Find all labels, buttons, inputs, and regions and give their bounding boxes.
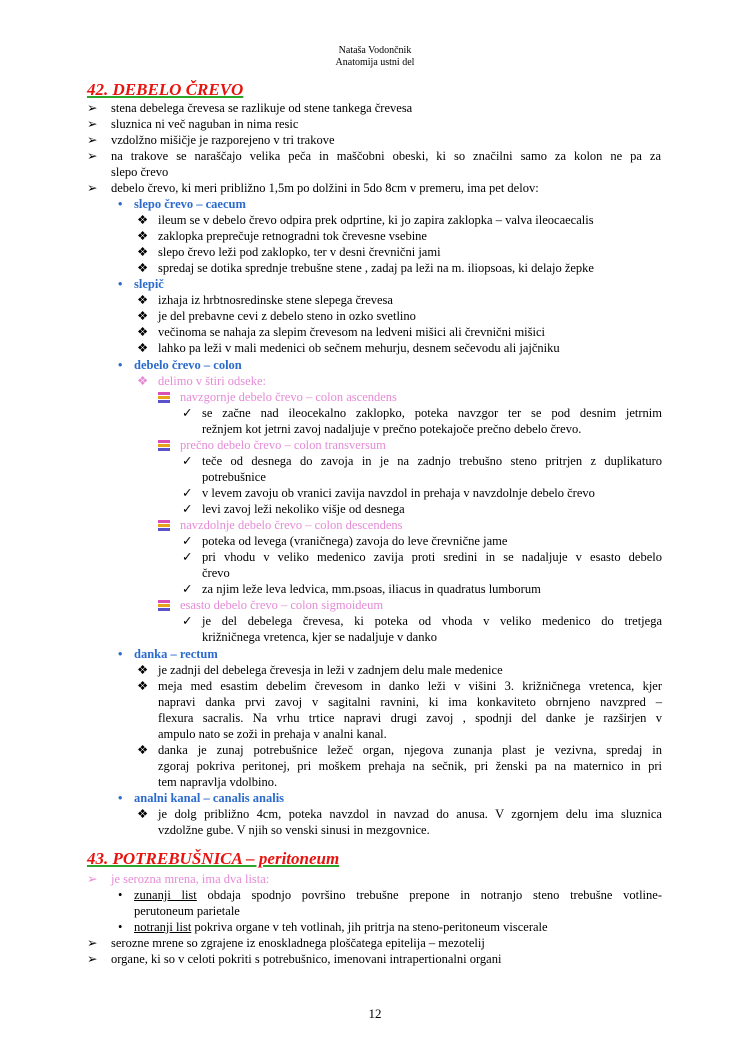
list-item: organe, ki so v celoti pokriti s potrebušnico, imenovani intrapertionalni organi [111,952,502,966]
list-item: levi zavoj leži nekoliko višje od desnega [202,502,405,516]
dot-bullet-icon: • [118,920,123,934]
list-item-cont: zgoraj pokriva peritonej, pri moškem prehaja na sečnik, pri ženski pa na maternico in pri [158,759,662,773]
diamond-bullet-icon: ❖ [137,229,149,243]
arrow-bullet-icon: ➢ [87,952,98,966]
list-item-cont: režnjem kot jetrni zavoj nadaljuje v prečno potekajoče prečno debelo črevo. [202,422,582,436]
check-bullet-icon: ✓ [182,502,193,516]
header-subtitle: Anatomija ustni del [335,57,415,68]
term-inner-layer-text: pokriva organe v teh votlinah, jih pritrja na steno-peritoneum viscerale [191,920,548,934]
dot-bullet-icon: • [118,647,123,661]
check-bullet-icon: ✓ [182,550,193,564]
list-item: je dolg približno 4cm, poteka navzdol in navzad do anusa. V zgornjem delu ima sluznica [158,807,662,821]
check-bullet-icon: ✓ [182,582,193,596]
diamond-bullet-icon: ❖ [137,807,149,821]
check-bullet-icon: ✓ [182,534,193,548]
list-item-cont: črevo [202,566,230,580]
list-item: je del debelega črevesa, ki poteka od vhoda v veliko medenico do tretjega [202,614,662,628]
list-item: danka je zunaj potrebušnice ležeč organ, njegova zunanja plast je vezivna, spredaj in [158,743,662,757]
list-item-cont: napravi danka prvi zavoj v sagitalni ravnini, ki ima konkaviteto obrnjeno navzpred – [158,695,662,709]
list-item: zaklopka preprečuje retnogradni tok črevesne vsebine [158,229,427,243]
stack-bullet-icon [158,520,170,533]
diamond-bullet-icon: ❖ [137,679,149,693]
subsection-ascendens: navzgornje debelo črevo – colon ascendens [180,390,397,404]
subsection-sigmoideum: esasto debelo črevo – colon sigmoideum [180,598,384,612]
diamond-bullet-icon: ❖ [137,213,149,227]
dot-bullet-icon: • [118,791,123,805]
list-item-cont: ampulo nato se zoži in prehaja v analni kanal. [158,727,387,741]
list-item-cont: flexura sacralis. Na vrhu trtice napravi drugi zavoj , spodnji del danke je razširjen v [158,711,662,725]
subsection-transversum: prečno debelo črevo – colon transversum [180,438,386,452]
term-outer-layer-text: obdaja spodnjo površino trebušne prepone in notranjo steno trebušne votline- [196,888,662,902]
list-item-cont: potrebušnice [202,470,266,484]
list-item: je zadnji del debelega črevesja in leži v zadnjem delu male medenice [158,663,503,677]
arrow-bullet-icon: ➢ [87,117,98,131]
list-item: poteka od levega (vraničnega) zavoja do leve črevnične jame [202,534,508,548]
term-inner-layer: notranji list [134,920,192,934]
list-item: izhaja iz hrbtnosredinske stene slepega črevesa [158,293,393,307]
dot-bullet-icon: • [118,888,123,902]
list-item-cont: slepo črevo [111,165,169,179]
list-item: je del prebavne cevi z debelo steno in ozko svetlino [158,309,416,323]
subheading-caecum: slepo črevo – caecum [134,197,246,211]
dot-bullet-icon: • [118,197,123,211]
arrow-bullet-icon: ➢ [87,936,98,950]
arrow-bullet-icon: ➢ [87,149,98,163]
section-42-title: 42. DEBELO ČREVO [87,80,244,99]
list-item: vzdolžno mišičje je razporejeno v tri trakove [111,133,335,147]
colon-intro: delimo v štiri odseke: [158,374,266,388]
check-bullet-icon: ✓ [182,454,193,468]
subheading-colon: debelo črevo – colon [134,358,242,372]
list-item: slepo črevo leži pod zaklopko, ter v desni črevnični jami [158,245,441,259]
list-item: ileum se v debelo črevo odpira prek odprtine, ki jo zapira zaklopka – valva ileocaecalis [158,213,594,227]
dot-bullet-icon: • [118,277,123,291]
dot-bullet-icon: • [118,358,123,372]
diamond-bullet-icon: ❖ [137,325,149,339]
stack-bullet-icon [158,440,170,453]
stack-bullet-icon [158,600,170,613]
list-item: teče od desnega do zavoja in je na zadnjo trebušno steno pritrjen z duplikaturo [202,454,662,468]
header-author: Nataša Vodončnik [338,45,412,56]
diamond-bullet-icon: ❖ [137,374,149,388]
list-item: spredaj se dotika sprednje trebušne stene , zadaj pa leži na m. iliopsoas, ki delajo žepke [158,261,594,275]
diamond-bullet-icon: ❖ [137,261,149,275]
list-item: lahko pa leži v mali medenici ob sečnem mehurju, desnem sečevodu ali jajčniku [158,341,560,355]
list-item [134,887,662,903]
diamond-bullet-icon: ❖ [137,663,149,677]
arrow-bullet-icon: ➢ [87,133,98,147]
subheading-anal: analni kanal – canalis analis [134,791,285,805]
list-item: je serozna mrena, ima dva lista: [111,872,270,886]
list-item: večinoma se nahaja za slepim črevesom na ledveni mišici ali črevnični mišici [158,325,546,339]
list-item: v levem zavoju ob vranici zavija navzdol in prehaja v navzdolnje debelo črevo [202,486,595,500]
list-item-cont: perutoneum parietale [134,904,240,918]
check-bullet-icon: ✓ [182,406,193,420]
diamond-bullet-icon: ❖ [137,743,149,757]
list-item-cont: križničnega vretenca, kjer se nadaljuje v danko [202,630,437,644]
check-bullet-icon: ✓ [182,614,193,628]
arrow-bullet-icon: ➢ [87,872,98,886]
check-bullet-icon: ✓ [182,486,193,500]
diamond-bullet-icon: ❖ [137,309,149,323]
section-43-title: 43. POTREBUŠNICA – peritoneum [87,849,340,868]
list-item: pri vhodu v veliko medenico zavija proti sredini in se nadaljuje v esasto debelo [202,550,662,564]
list-item: meja med esastim debelim črevesom in danko leži v višini 3. križničnega vretenca, kjer [158,679,662,693]
diamond-bullet-icon: ❖ [137,245,149,259]
page-number: 12 [368,1006,382,1021]
diamond-bullet-icon: ❖ [137,293,149,307]
list-item: za njim leže leva ledvica, mm.psoas, iliacus in quadratus lumborum [202,582,541,596]
subsection-descendens: navzdolnje debelo črevo – colon descendens [180,518,403,532]
stack-bullet-icon [158,392,170,405]
list-item: stena debelega črevesa se razlikuje od stene tankega črevesa [111,101,413,115]
arrow-bullet-icon: ➢ [87,101,98,115]
subheading-slepic: slepič [134,277,164,291]
diamond-bullet-icon: ❖ [137,341,149,355]
arrow-bullet-icon: ➢ [87,181,98,195]
list-item: na trakove se naraščajo velika peča in maščobni obeski, ki so značilni samo za kolon ne pa za [111,149,661,163]
list-item: serozne mrene so zgrajene iz enoskladnega ploščatega epitelija – mezotelij [111,936,485,950]
subheading-rectum: danka – rectum [134,647,218,661]
list-item: sluznica ni več naguban in nima resic [111,117,299,131]
list-item-cont: vzdolžne gube. V njih so venski sinusi in mezgovnice. [158,823,430,837]
term-outer-layer: zunanji list [134,888,197,902]
list-item: debelo črevo, ki meri približno 1,5m po dolžini in 5do 8cm v premeru, ima pet delov: [111,181,539,195]
list-item-cont: tem napravlja vdolbino. [158,775,278,789]
list-item [134,919,662,935]
list-item: se začne nad ileocekalno zaklopko, poteka navzgor ter se pod desnim jetrnim [202,406,662,420]
